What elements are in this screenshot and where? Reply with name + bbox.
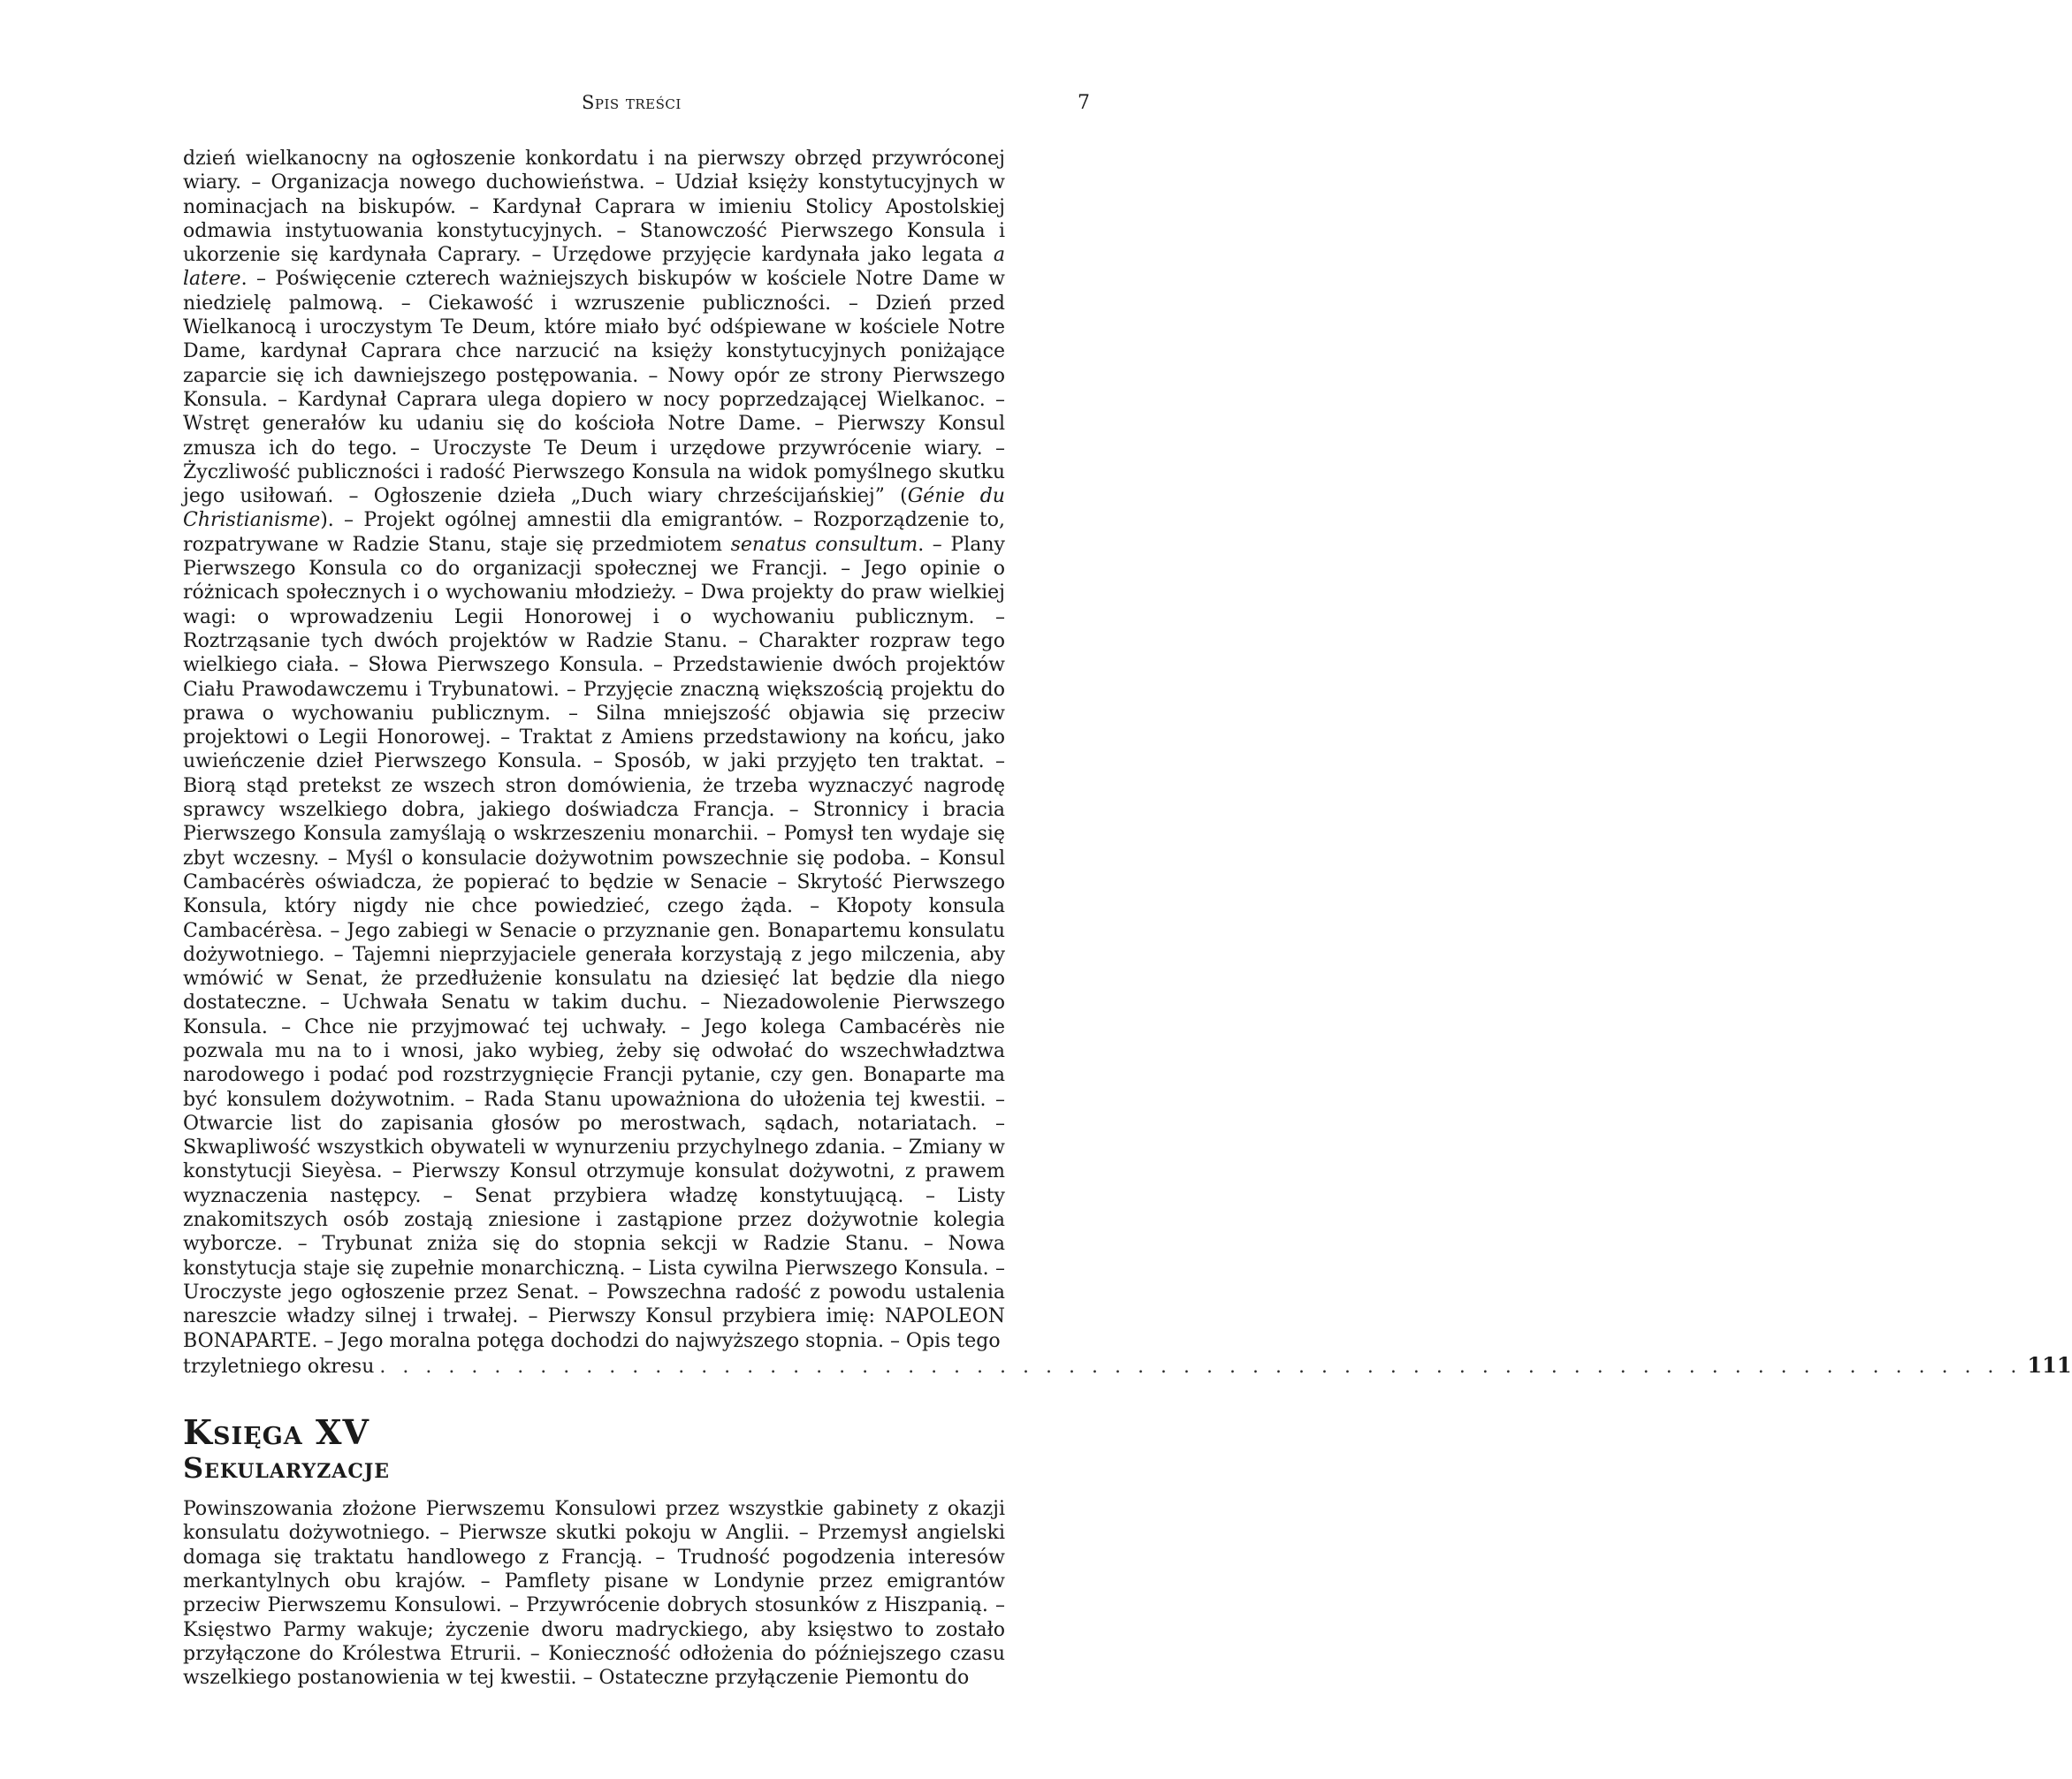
summary-italic: senatus consultum: [730, 533, 918, 556]
toc-page-reference: 111: [2027, 1351, 2072, 1378]
summary-text: . – Plany Pierwszego Konsula co do organizacji społecznej we Francji. – Jego opinie o różnicach społecznych i o wychowaniu młodzieży. – Dwa projekty do praw wielkiej wagi: o wprowadzeniu Legii Honorowej i o wychowaniu publicznym. – Roztrząsanie tych dwóch projektów w Radzie Stanu. – Charakter rozpraw tego wielkiego ciała. – Słowa Pierwszego Konsula. – Przedstawienie dwóch projektów Ciału Prawodawczemu i Trybunatowi. – Przyjęcie znaczną większością projektu do prawa o wychowaniu publicznym. – Silna mniejszość objawia się przeciw projektowi o Legii Honorowej. – Traktat z Amiens przedstawiony na końcu, jako uwieńczenie dzieł Pierwszego Konsula. – Sposób, w jaki przyjęto ten traktat. – Biorą stąd pretekst ze wszech stron domówienia, że trzeba wyznaczyć nagrodę sprawcy wszelkiego dobra, jakiego doświadcza Francja. – Stronnicy i bracia Pierwszego Konsula zamyślają o wskrzeszeniu monarchii. – Pomysł ten wydaje się zbyt wczesny. – Myśl o konsulacie dożywotnim powszechnie się podoba. – Konsul Cambacérès oświadcza, że popierać to będzie w Senacie – Skrytość Pierwszego Konsula, który nigdy nie chce powiedzieć, czego żąda. – Kłopoty konsula Cambacérèsa. – Jego zabiegi w Senacie o przyznanie gen. Bonapartemu konsulatu dożywotniego. – Tajemni nieprzyjaciele generała korzystają z jego milczenia, aby wmówić w Senat, że przedłużenie konsulatu na dziesięć lat będzie dla niego dostateczne. – Uchwała Senatu w takim duchu. – Niezadowolenie Pierwszego Konsula. – Chce nie przyjmować tej uchwały. – Jego kolega Cambacérès nie pozwala mu na to i wnosi, jako wybieg, żeby się odwołać do wszechwładztwa narodowego i podać pod rozstrzygnięcie Francji pytanie, czy gen. Bonaparte ma być konsulem dożywotnim. – Rada Stanu upoważniona do ułożenia tej kwestii. – Otwarcie list do zapisania głosów po merostwach, sądach, notariatach. – Skwapliwość wszystkich obywateli w wynurzeniu przychylnego zdania. – Zmiany w konstytucji Sieyèsa. – Pierwszy Konsul otrzymuje konsulat dożywotni, z prawem wyznaczenia następcy. – Senat przybiera władzę konstytuującą. – Listy znakomitszych osób zostają zniesione i zastąpione przez dożywotnie kolegia wyborcze. – Trybunat zniża się do stopnia sekcji w Radzie Stanu. – Nowa konstytucja staje się zupełnie monarchiczną. – Lista cywilna Pierwszego Konsula. – Uroczyste jego ogłoszenie przez Senat. – Powszechna radość z powodu ustalenia nareszcie władzy silnej i trwałej. – Pierwszy Konsul przybiera imię: NAPOLEON BONAPARTE. – Jego moralna potęga dochodzi do najwyższego stopnia. – Opis tego: [183, 533, 1005, 1352]
toc-entry-last-words: trzyletniego okresu: [183, 1355, 375, 1378]
summary-italic: Génie du Christianisme: [183, 485, 1005, 532]
book-heading: [183, 1414, 1078, 1485]
summary-italic: a latere: [183, 244, 1005, 291]
page-number: 7: [1078, 92, 1090, 114]
book-summary: Powinszowania złożone Pierwszemu Konsulowi przez wszystkie gabinety z okazji konsulatu dożywotniego. – Pierwsze skutki pokoju w Anglii. – Przemysł angielski domaga się traktatu handlowego z Francją. – Trudność pogodzenia interesów merkantylnych obu krajów. – Pamflety pisane w Londynie przez emigrantów przeciw Pierwszemu Konsulowi. – Przywrócenie dobrych stosunków z Hiszpanią. – Księstwo Parmy wakuje; życzenie dworu madryckiego, aby księstwo to zostało przyłączone do Królestwa Etrurii. – Konieczność odłożenia do późniejszego czasu wszelkiego postanowienia w tej kwestii. – Ostateczne przyłączenie Piemontu do: [183, 1498, 1005, 1690]
running-title: Spis treści: [582, 92, 682, 113]
dot-leader: . . . . . . . . . . . . . . . . . . . . . . . . . . . . . . . . . . . . . . . . . . . . . . . . . . . . . . . . . . . . . . . . . . . . . . . .: [379, 1355, 2022, 1378]
toc-entry-last-line: [183, 1351, 2072, 1379]
toc-content: [183, 147, 2072, 1691]
summary-text: ). – Projekt ogólnej amnestii dla emigrantów. – Rozporządzenie to, rozpatrywane w Radzie Stanu, staje się przedmiotem: [183, 509, 1005, 556]
book-subtitle: Sekularyzacje: [183, 1451, 391, 1486]
book-title: Księga XV: [183, 1412, 369, 1453]
toc-entry-summary: [183, 147, 1005, 1353]
summary-text: dzień wielkanocny na ogłoszenie konkordatu i na pierwszy obrzęd przywróconej wiary. – Organizacja nowego duchowieństwa. – Udział księży konstytucyjnych w nominacjach na biskupów. – Kardynał Caprara w imieniu Stolicy Apostolskiej odmawia instytuowania konstytucyjnych. – Stanowczość Pierwszego Konsula i ukorzenie się kardynała Caprary. – Urzędowe przyjęcie kardynała jako legata: [183, 148, 1005, 267]
running-header: [0, 92, 1238, 118]
summary-text: . – Poświęcenie czterech ważniejszych biskupów w kościele Notre Dame w niedzielę palmową. – Ciekawość i wzruszenie publiczności. – Dzień przed Wielkanocą i uroczystym Te Deum, które miało być odśpiewane w kościele Notre Dame, kardynał Caprara chce narzucić na księży konstytucyjnych poniżające zaparcie się ich dawniejszego postępowania. – Nowy opór ze strony Pierwszego Konsula. – Kardynał Caprara ulega dopiero w nocy poprzedzającej Wielkanoc. – Wstręt generałów ku udaniu się do kościoła Notre Dame. – Pierwszy Konsul zmusza ich do tego. – Uroczyste Te Deum i urzędowe przywrócenie wiary. – Życzliwość publiczności i radość Pierwszego Konsula na widok pomyślnego skutku jego usiłowań. – Ogłoszenie dzieła „Duch wiary chrześcijańskiej” (: [183, 268, 1005, 508]
